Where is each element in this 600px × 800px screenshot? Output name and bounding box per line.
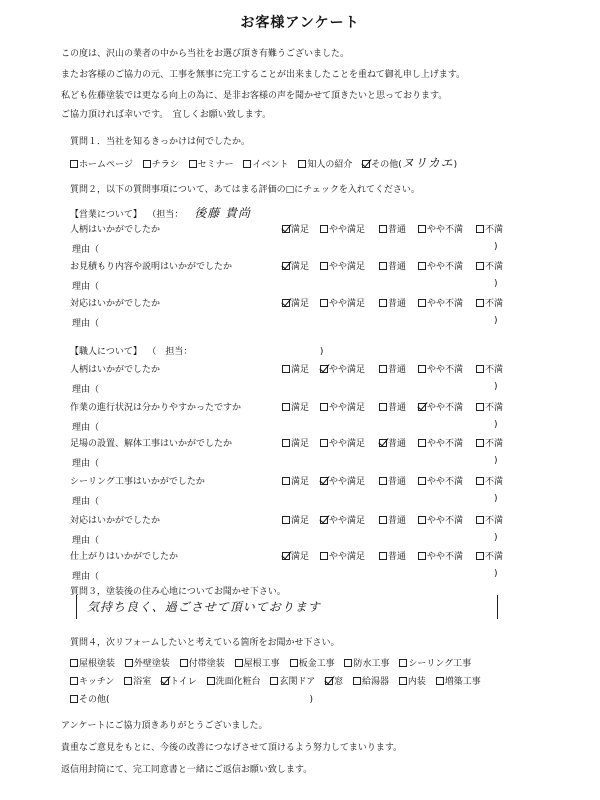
q1-option[interactable]: 知人の紹介 [298, 157, 352, 170]
checkbox[interactable] [70, 160, 78, 168]
q1-option[interactable]: セミナー [189, 157, 234, 170]
checkbox[interactable] [282, 439, 290, 447]
checkbox[interactable] [476, 516, 484, 524]
checkbox[interactable] [379, 439, 387, 447]
checkbox[interactable] [70, 695, 78, 703]
q4-option[interactable]: 屋根塗装 [70, 656, 115, 669]
checkbox[interactable] [290, 659, 298, 667]
checkbox[interactable] [379, 516, 387, 524]
reason-close: ) [494, 533, 498, 543]
rating-option[interactable]: やや満足 [320, 222, 365, 235]
question-text: 対応はいかがでしたか [70, 516, 161, 526]
rating-option[interactable]: 不満 [476, 474, 503, 487]
intro-line-4: ご協力頂ければ幸いです。 宜しくお願い致します。 [61, 110, 272, 120]
rating-option[interactable]: やや不満 [418, 474, 463, 487]
rating-option[interactable]: やや不満 [418, 259, 463, 272]
checkbox[interactable] [298, 160, 306, 168]
rating-option[interactable]: 不満 [476, 400, 503, 413]
q4-option[interactable]: 付帯塗装 [180, 656, 225, 669]
checkbox[interactable] [143, 160, 151, 168]
rating-option[interactable]: やや満足 [320, 400, 365, 413]
checkbox[interactable] [379, 477, 387, 485]
checkbox[interactable] [379, 262, 387, 270]
q4-option[interactable]: 窓 [325, 674, 343, 687]
rating-option[interactable]: 満足 [282, 362, 309, 375]
closing-line-3: 返信用封筒にて、完工同意書と一緒にご返信お願い致します。 [61, 765, 313, 775]
rating-option[interactable]: やや満足 [320, 362, 365, 375]
checkbox[interactable] [379, 299, 387, 307]
checkbox[interactable] [180, 659, 188, 667]
closing-line-2: 貴重なご意見をもとに、今後の改善につなげさせて頂けるよう努力してまいります。 [61, 743, 403, 753]
reason-close: ) [494, 569, 498, 579]
rating-option[interactable]: やや満足 [320, 296, 365, 309]
checkbox[interactable] [418, 225, 426, 233]
reason-close: ) [494, 382, 498, 392]
q1-option[interactable]: イベント [243, 157, 288, 170]
reason-close: ) [494, 316, 498, 326]
rating-option[interactable]: 不満 [476, 259, 503, 272]
question-text: シーリング工事はいかがでしたか [70, 477, 205, 487]
rating-option[interactable]: 不満 [476, 549, 503, 562]
rating-option[interactable]: 不満 [476, 296, 503, 309]
q4-option[interactable]: 洗面化粧台 [207, 674, 261, 687]
checkbox[interactable] [282, 516, 290, 524]
rating-option[interactable]: 不満 [476, 513, 503, 526]
checkbox[interactable] [320, 262, 328, 270]
rating-option[interactable]: 普通 [379, 222, 406, 235]
checkbox[interactable] [362, 160, 370, 168]
rating-option[interactable]: 満足 [282, 549, 309, 562]
checkbox[interactable] [282, 552, 290, 560]
checkbox[interactable] [418, 477, 426, 485]
checkbox[interactable] [207, 677, 215, 685]
q3-answer-box[interactable] [76, 595, 498, 619]
rating-option[interactable]: 普通 [379, 296, 406, 309]
rating-option[interactable]: やや満足 [320, 549, 365, 562]
q4-option[interactable]: 給湯器 [353, 674, 389, 687]
rating-option[interactable]: 満足 [282, 222, 309, 235]
q4-label: 質問４，次リフォームしたいと考えている箇所をお聞かせ下さい。 [70, 638, 340, 648]
q1-label: 質問１．当社を知るきっかけは何でしたか。 [70, 137, 251, 147]
question-text: 人柄はいかがでしたか [70, 225, 161, 235]
q4-row-2 [70, 674, 488, 687]
rating-option[interactable]: 普通 [379, 549, 406, 562]
checkbox[interactable] [320, 439, 328, 447]
rating-option[interactable]: 普通 [379, 474, 406, 487]
checkbox[interactable] [161, 677, 169, 685]
checkbox[interactable] [399, 659, 407, 667]
question-text: 対応はいかがでしたか [70, 299, 161, 309]
checkbox[interactable] [320, 516, 328, 524]
checkbox[interactable] [282, 403, 290, 411]
question-text: 人柄はいかがでしたか [70, 365, 161, 375]
rating-option[interactable]: 満足 [282, 513, 309, 526]
checkbox[interactable] [399, 677, 407, 685]
rating-option[interactable]: 普通 [379, 400, 406, 413]
rating-option[interactable]: 不満 [476, 362, 503, 375]
checkbox[interactable] [476, 477, 484, 485]
checkbox[interactable] [418, 552, 426, 560]
checkbox[interactable] [418, 403, 426, 411]
checkbox[interactable] [235, 659, 243, 667]
checkbox[interactable] [243, 160, 251, 168]
reason-label[interactable]: 理由（ [72, 459, 100, 469]
checkbox[interactable] [379, 225, 387, 233]
rating-option[interactable]: 満足 [282, 474, 309, 487]
q3-label: 質問３，塗装後の住み心地についてお聞かせ下さい。 [70, 587, 286, 597]
checkbox[interactable] [344, 659, 352, 667]
q4-option[interactable]: 板金工事 [290, 656, 335, 669]
rating-option[interactable]: 普通 [379, 513, 406, 526]
checkbox[interactable] [320, 225, 328, 233]
rating-option[interactable]: やや満足 [320, 474, 365, 487]
q4-option[interactable]: 内装 [399, 674, 426, 687]
checkbox[interactable] [418, 439, 426, 447]
page-title: お客様アンケート [240, 15, 360, 31]
reason-close: ) [494, 456, 498, 466]
checkbox[interactable] [476, 225, 484, 233]
checkbox[interactable] [320, 477, 328, 485]
sales-header: 【営業について】 （担当： 後藤 貴尚 [70, 206, 252, 220]
intro-line-3: 私ども佐藤塗装では更なる向上の為に、是非お客様の声を聞かせて頂きたいと思っております。 [61, 91, 448, 101]
checkbox[interactable] [379, 403, 387, 411]
checkbox[interactable] [282, 365, 290, 373]
checkbox[interactable] [125, 659, 133, 667]
reason-close: ) [494, 420, 498, 430]
checkbox[interactable] [320, 552, 328, 560]
q4-option[interactable]: キッチン [70, 674, 114, 687]
checkbox[interactable] [476, 439, 484, 447]
q4-other[interactable]: その他( ) [70, 692, 313, 705]
rating-option[interactable]: やや不満 [418, 549, 463, 562]
checkbox[interactable] [418, 365, 426, 373]
q4-option[interactable]: 防水工事 [344, 656, 389, 669]
rating-option[interactable]: 普通 [379, 436, 406, 449]
checkbox[interactable] [282, 299, 290, 307]
sales-staff-name: 後藤 貴尚 [194, 206, 252, 220]
checkbox[interactable] [320, 403, 328, 411]
checkbox[interactable] [70, 659, 78, 667]
checkbox[interactable] [353, 677, 361, 685]
q4-option[interactable]: シーリング工事 [399, 656, 471, 669]
q4-option[interactable]: トイレ [161, 674, 197, 687]
reason-label[interactable]: 理由（ [72, 282, 100, 292]
q1-option[interactable]: チラシ [143, 157, 179, 170]
reason-label[interactable]: 理由（ [72, 497, 100, 507]
rating-option[interactable]: やや不満 [418, 400, 463, 413]
q1-other-text: ヌリカエ [401, 156, 454, 170]
intro-line-2: またお客様のご協力の元、工事を無事に完工することが出来ましたことを重ねて御礼申し上げます。 [61, 70, 466, 80]
checkbox[interactable] [320, 299, 328, 307]
q3-answer-text: 気持ち良く、過ごさせて頂いております [87, 600, 321, 614]
q4-option[interactable]: 外壁塗装 [125, 656, 170, 669]
checkbox[interactable] [436, 677, 444, 685]
reason-close: ) [494, 494, 498, 504]
checkbox[interactable] [418, 516, 426, 524]
checkbox[interactable] [379, 365, 387, 373]
rating-option[interactable]: やや不満 [418, 296, 463, 309]
rating-option[interactable]: 普通 [379, 259, 406, 272]
rating-option[interactable]: 満足 [282, 259, 309, 272]
rating-option[interactable]: 満足 [282, 296, 309, 309]
rating-option[interactable]: やや満足 [320, 513, 365, 526]
rating-option[interactable]: やや満足 [320, 436, 365, 449]
reason-close: ) [494, 242, 498, 252]
question-text: 作業の進行状況は分かりやすかったですか [70, 403, 242, 413]
checkbox[interactable] [476, 552, 484, 560]
rating-option[interactable]: やや不満 [418, 362, 463, 375]
reason-label[interactable]: 理由（ [72, 385, 100, 395]
checkbox[interactable] [476, 299, 484, 307]
rating-option[interactable]: やや不満 [418, 436, 463, 449]
q4-option[interactable]: 増築工事 [436, 674, 481, 687]
checkbox[interactable] [70, 677, 78, 685]
question-text: 足場の設置、解体工事はいかがでしたか [70, 439, 233, 449]
rating-option[interactable]: 普通 [379, 362, 406, 375]
q1-option-other[interactable]: その他(ヌリカエ) [362, 154, 457, 171]
closing-line-1: アンケートにご協力頂きありがとうございました。 [61, 721, 268, 731]
q4-row-1 [70, 656, 478, 669]
checkbox[interactable] [270, 677, 278, 685]
rating-option[interactable]: 満足 [282, 400, 309, 413]
craft-header: 【職人について】 （ 担当： ) [70, 347, 324, 357]
checkbox[interactable] [282, 477, 290, 485]
rating-option[interactable]: やや不満 [418, 222, 463, 235]
checkbox[interactable] [320, 365, 328, 373]
checkbox[interactable] [282, 262, 290, 270]
rating-option[interactable]: 不満 [476, 222, 503, 235]
checkbox[interactable] [189, 160, 197, 168]
rating-option[interactable]: 満足 [282, 436, 309, 449]
checkbox[interactable] [418, 262, 426, 270]
reason-label[interactable]: 理由（ [72, 319, 100, 329]
rating-option[interactable]: やや満足 [320, 259, 365, 272]
reason-close: ) [494, 279, 498, 289]
q1-options [70, 154, 464, 171]
q4-option[interactable]: 浴室 [124, 674, 151, 687]
checkbox[interactable] [124, 677, 132, 685]
reason-label[interactable]: 理由（ [72, 572, 100, 582]
q4-option[interactable]: 玄関ドア [270, 674, 315, 687]
checkbox[interactable] [476, 262, 484, 270]
reason-label[interactable]: 理由（ [72, 423, 100, 433]
reason-label[interactable]: 理由（ [72, 245, 100, 255]
intro-line-1: この度は、沢山の業者の中から当社をお選び頂き有難うございました。 [61, 49, 350, 59]
rating-option[interactable]: 不満 [476, 436, 503, 449]
checkbox[interactable] [379, 552, 387, 560]
checkbox[interactable] [418, 299, 426, 307]
question-text: 仕上がりはいかがでしたか [70, 552, 179, 562]
checkbox[interactable] [476, 365, 484, 373]
question-text: お見積もり内容や説明はいかがでしたか [70, 262, 233, 272]
q1-option[interactable]: ホームページ [70, 157, 133, 170]
rating-option[interactable]: やや不満 [418, 513, 463, 526]
q2-label: 質問２，以下の質問事項について、あてはまる評価の□にチェックを入れてください。 [70, 185, 420, 195]
q4-option[interactable]: 屋根工事 [235, 656, 280, 669]
checkbox[interactable] [282, 225, 290, 233]
checkbox[interactable] [325, 677, 333, 685]
reason-label[interactable]: 理由（ [72, 536, 100, 546]
checkbox[interactable] [476, 403, 484, 411]
